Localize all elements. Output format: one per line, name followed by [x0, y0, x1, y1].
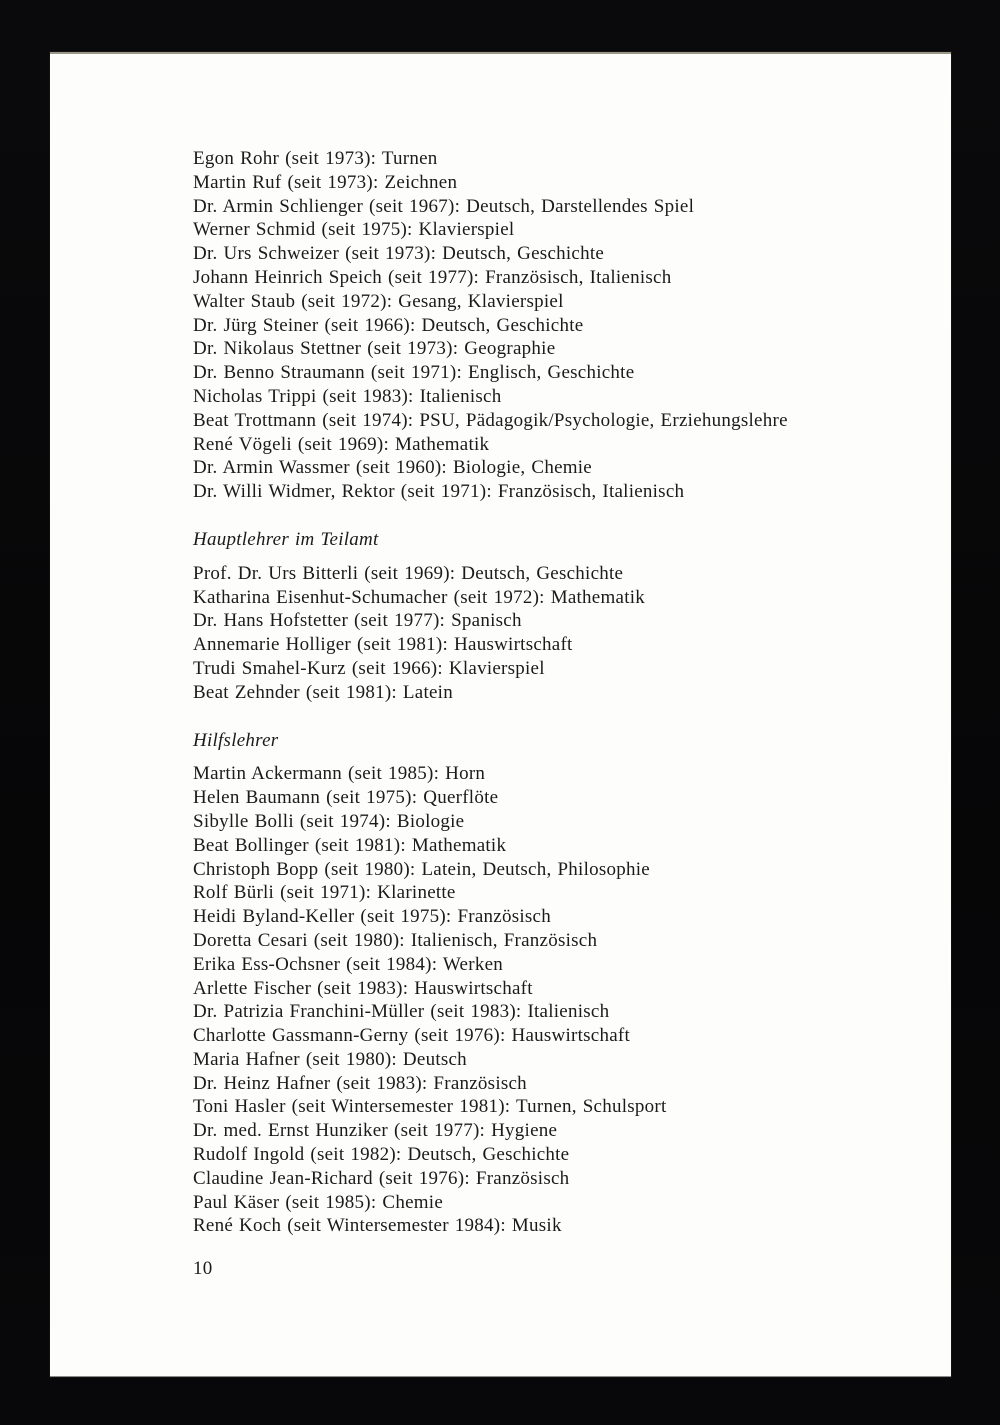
teacher-entry: René Vögeli (seit 1969): Mathematik	[193, 433, 490, 455]
teacher-entry: Rolf Bürli (seit 1971): Klarinette	[193, 882, 456, 904]
teacher-entry: Nicholas Trippi (seit 1983): Italienisch	[193, 385, 502, 407]
teacher-entry: Helen Baumann (seit 1975): Querflöte	[193, 787, 499, 809]
section-heading: Hauptlehrer im Teilamt	[193, 528, 379, 550]
teacher-entry: Dr. Urs Schweizer (seit 1973): Deutsch, Geschichte	[193, 243, 605, 265]
teacher-entry: Beat Bollinger (seit 1981): Mathematik	[193, 834, 507, 856]
teacher-entry: Martin Ruf (seit 1973): Zeichnen	[193, 171, 458, 193]
scanned-page	[50, 52, 951, 1377]
teacher-entry: Katharina Eisenhut-Schumacher (seit 1972): Mathematik	[193, 586, 646, 608]
teacher-entry: Johann Heinrich Speich (seit 1977): Französisch, Italienisch	[193, 266, 672, 288]
teacher-entry: Arlette Fischer (seit 1983): Hauswirtschaft	[193, 977, 533, 999]
teacher-entry: Dr. Benno Straumann (seit 1971): Englisch, Geschichte	[193, 362, 635, 384]
teacher-entry: Martin Ackermann (seit 1985): Horn	[193, 763, 486, 785]
teacher-entry: Dr. med. Ernst Hunziker (seit 1977): Hygiene	[193, 1120, 558, 1142]
teacher-entry: Toni Hasler (seit Wintersemester 1981): Turnen, Schulsport	[193, 1096, 667, 1118]
page-content	[193, 147, 893, 1281]
teacher-entry: Doretta Cesari (seit 1980): Italienisch, Französisch	[193, 929, 598, 951]
teacher-entry: René Koch (seit Wintersemester 1984): Musik	[193, 1215, 562, 1237]
section-heading: Hilfslehrer	[193, 729, 279, 751]
teacher-entry: Egon Rohr (seit 1973): Turnen	[193, 148, 438, 169]
teacher-entry: Sibylle Bolli (seit 1974): Biologie	[193, 810, 465, 832]
teacher-entry: Prof. Dr. Urs Bitterli (seit 1969): Deutsch, Geschichte	[193, 562, 624, 584]
teacher-entry: Christoph Bopp (seit 1980): Latein, Deutsch, Philosophie	[193, 858, 650, 880]
teacher-entry: Heidi Byland-Keller (seit 1975): Französisch	[193, 906, 551, 928]
teacher-entry: Maria Hafner (seit 1980): Deutsch	[193, 1048, 467, 1070]
teacher-entry: Claudine Jean-Richard (seit 1976): Französisch	[193, 1167, 570, 1189]
teacher-entry: Erika Ess-Ochsner (seit 1984): Werken	[193, 953, 504, 975]
teacher-entry: Paul Käser (seit 1985): Chemie	[193, 1191, 444, 1213]
teacher-entry: Dr. Hans Hofstetter (seit 1977): Spanisch	[193, 610, 522, 632]
teacher-entry: Dr. Armin Wassmer (seit 1960): Biologie, Chemie	[193, 457, 592, 479]
teacher-entry: Dr. Patrizia Franchini-Müller (seit 1983): Italienisch	[193, 1001, 610, 1023]
teacher-entry: Walter Staub (seit 1972): Gesang, Klavierspiel	[193, 290, 564, 312]
teacher-entry: Dr. Jürg Steiner (seit 1966): Deutsch, Geschichte	[193, 314, 584, 336]
teacher-entry: Trudi Smahel-Kurz (seit 1966): Klavierspiel	[193, 657, 545, 679]
teacher-list	[193, 147, 893, 1238]
teacher-entry: Werner Schmid (seit 1975): Klavierspiel	[193, 219, 515, 241]
teacher-entry: Beat Zehnder (seit 1981): Latein	[193, 681, 453, 703]
teacher-entry: Dr. Nikolaus Stettner (seit 1973): Geographie	[193, 338, 556, 360]
teacher-entry: Dr. Armin Schlienger (seit 1967): Deutsch, Darstellendes Spiel	[193, 195, 695, 217]
teacher-entry: Rudolf Ingold (seit 1982): Deutsch, Geschichte	[193, 1144, 570, 1166]
teacher-entry: Dr. Willi Widmer, Rektor (seit 1971): Französisch, Italienisch	[193, 481, 685, 503]
teacher-entry: Charlotte Gassmann-Gerny (seit 1976): Hauswirtschaft	[193, 1025, 631, 1047]
page-number: 10	[193, 1258, 213, 1280]
teacher-entry: Annemarie Holliger (seit 1981): Hauswirtschaft	[193, 634, 573, 656]
teacher-entry: Beat Trottmann (seit 1974): PSU, Pädagogik/Psychologie, Erziehungslehre	[193, 409, 788, 431]
teacher-entry: Dr. Heinz Hafner (seit 1983): Französisch	[193, 1072, 527, 1094]
